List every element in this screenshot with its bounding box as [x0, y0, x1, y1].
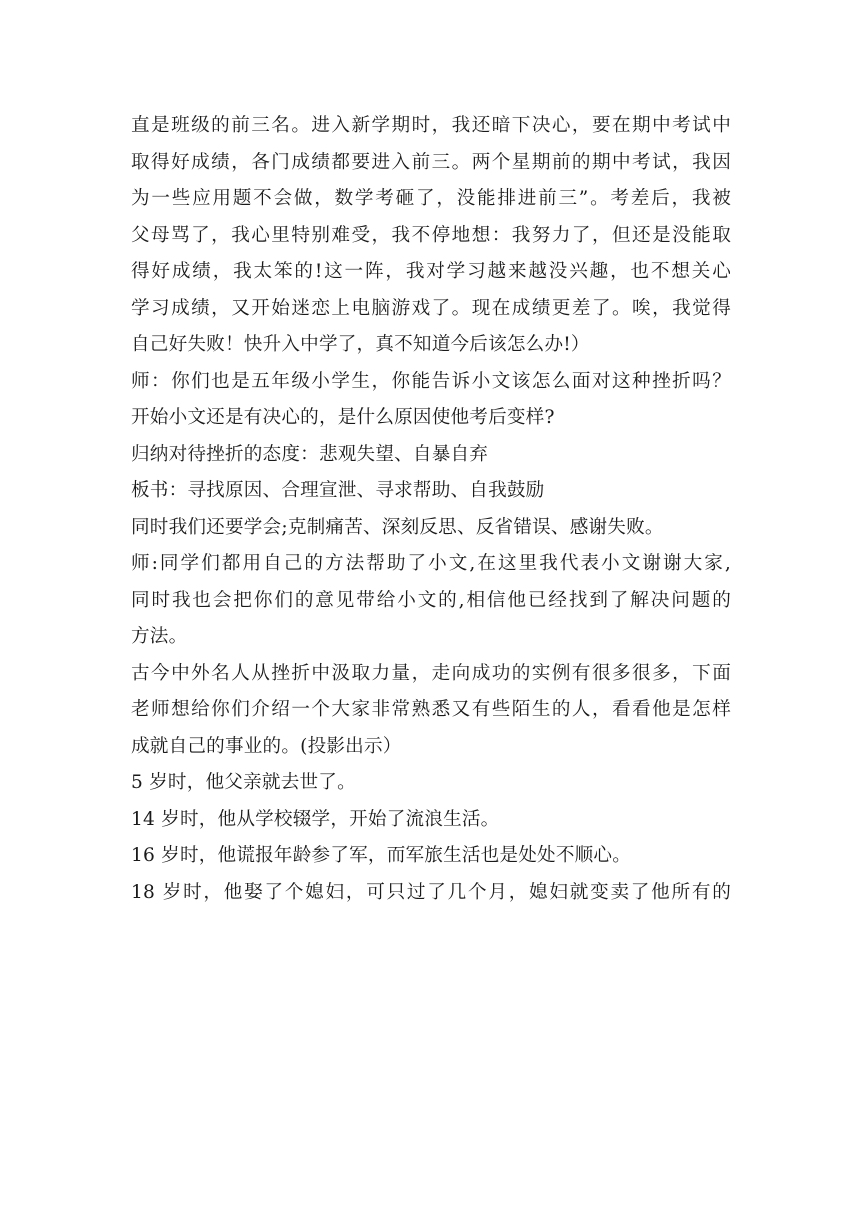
text-line: 18 岁时，他娶了个媳妇，可只过了几个月，媳妇就变卖了他所有的: [131, 881, 731, 903]
text-line: 老师想给你们介绍一个大家非常熟悉又有些陌生的人，看看他是怎样: [131, 699, 731, 720]
text-line: 板书：寻找原因、合理宣泄、寻求帮助、自我鼓励: [131, 480, 545, 501]
text-line: 学习成绩，又开始迷恋上电脑游戏了。现在成绩更差了。唉，我觉得: [131, 297, 731, 319]
text-line: 16 岁时，他谎报年龄参了军，而军旅生活也是处处不顺心。: [131, 845, 632, 866]
text-line: 师:同学们都用自己的方法帮助了小文,在这里我代表小文谢谢大家,: [131, 553, 731, 574]
text-line: 方法。: [131, 626, 188, 647]
text-line: 归纳对待挫折的态度：悲观失望、自暴自弃: [131, 443, 489, 465]
text-line: 取得好成绩，各门成绩都要进入前三。两个星期前的期中考试，我因: [131, 151, 731, 173]
text-line: 父母骂了，我心里特别难受，我不停地想：我努力了，但还是没能取: [131, 224, 731, 246]
text-line: 同时我也会把你们的意见带给小文的,相信他已经找到了解决问题的: [131, 589, 731, 611]
text-line: 师：你们也是五年级小学生，你能告诉小文该怎么面对这种挫折吗？: [131, 370, 731, 392]
text-line: 为一些应用题不会做，数学考砸了，没能排进前三”。考差后，我被: [131, 188, 731, 209]
text-line: 5 岁时，他父亲就去世了。: [131, 772, 356, 793]
text-line: 同时我们还要学会;克制痛苦、深刻反思、反省错误、感谢失败。: [131, 516, 664, 538]
text-line: 14 岁时，他从学校辍学，开始了流浪生活。: [131, 808, 500, 830]
text-line: 古今中外名人从挫折中汲取力量，走向成功的实例有很多很多，下面: [131, 662, 731, 684]
text-line: 直是班级的前三名。进入新学期时，我还暗下决心，要在期中考试中: [131, 115, 731, 136]
text-line: 开始小文还是有决心的，是什么原因使他考后变样?: [131, 407, 555, 428]
text-line: 得好成绩，我太笨的!这一阵，我对学习越来越没兴趣，也不想关心: [131, 261, 731, 282]
document-body: [131, 108, 731, 911]
text-line: 自己好失败！快升入中学了，真不知道今后该怎么办!）: [131, 334, 590, 355]
text-line: 成就自己的事业的。(投影出示）: [131, 735, 402, 757]
